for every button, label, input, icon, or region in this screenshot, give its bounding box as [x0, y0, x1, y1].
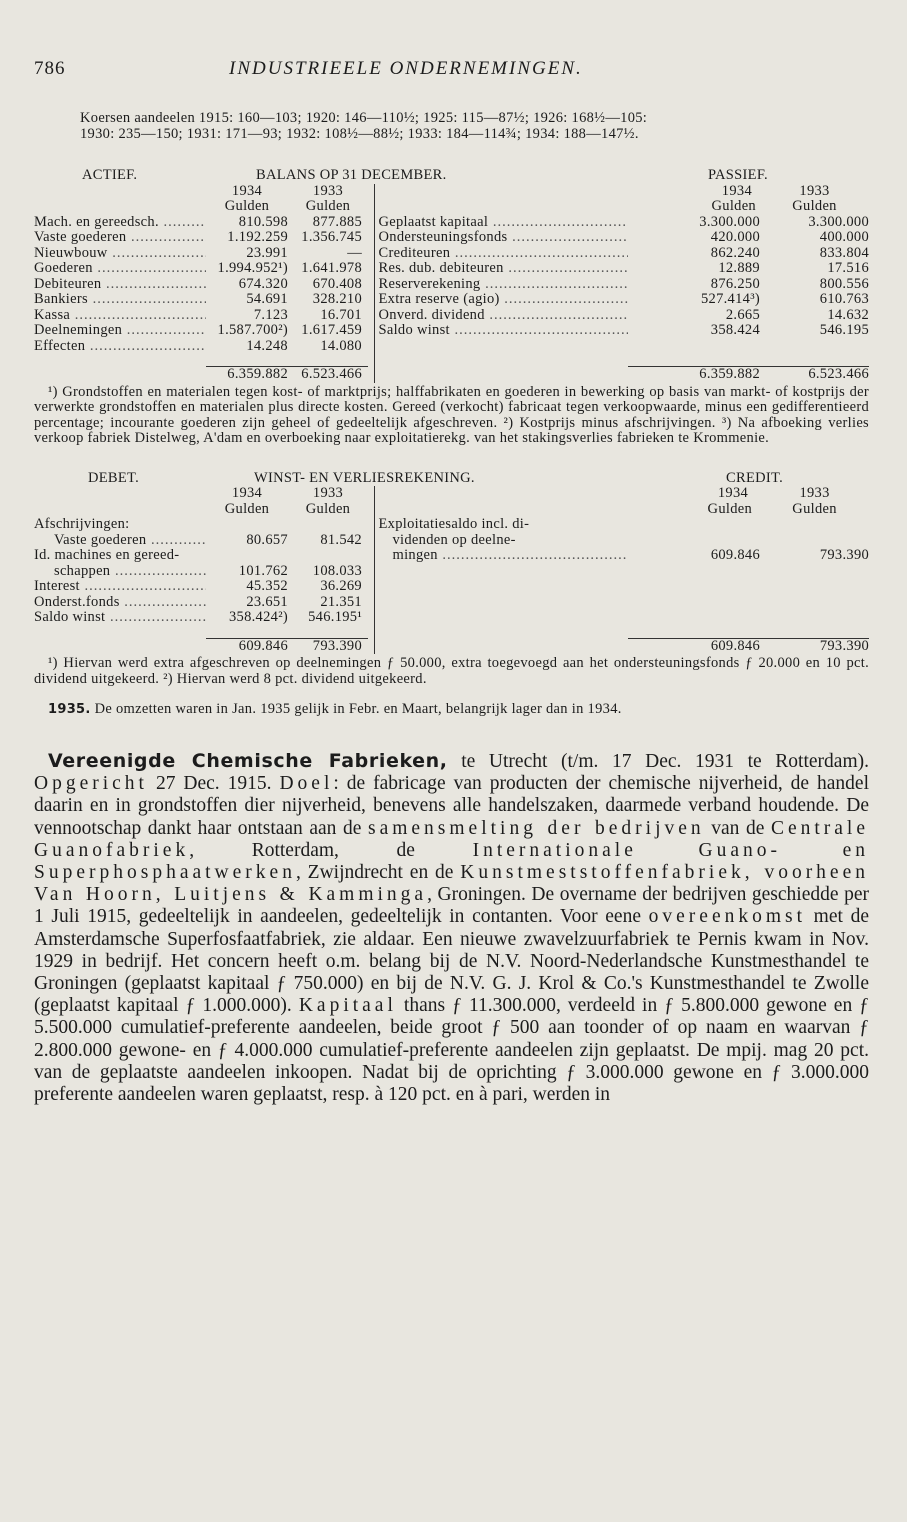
- actief-label: [34, 308, 206, 324]
- passief-label-text: Ondersteuningsfonds .....: [379, 230, 629, 245]
- unit-header: Gulden: [707, 500, 753, 517]
- body-text: thans ƒ 11.300.000, verdeeld in ƒ 5.800.000 gewone en ƒ 5.500.000 cumulatief-preferente aandeelen, beide groot ƒ 500 aan toonder of op naam en waarvan ƒ 2.800.000 gewone- en ƒ 4.000.000 cumulatief-preferente aandeelen zijn geplaatst. De mpij. mag 20 pct. van de geplaatste aandeelen inkoopen. Nadat bij de oprichting ƒ 3.000.000 gewone en ƒ 3.000.000 preferente aandeelen waren geplaatst, resp. à 120 pct. en à pari, werden in: [34, 995, 870, 1106]
- total-debet-1933: 793.390: [288, 638, 368, 654]
- unit-header: Gulden: [224, 500, 270, 517]
- spaced-term: Internationale Guano- en Superphosphaatwerken: [34, 839, 870, 884]
- passief-label-text: Onverd. dividend .....: [379, 308, 629, 323]
- actief-1933: 328.210: [312, 291, 362, 307]
- passief-heading: PASSIEF.: [708, 167, 768, 183]
- unit-header: Gulden: [305, 500, 351, 517]
- kapitaal-label: Kapitaal: [298, 995, 397, 1017]
- year-header: 1934: [231, 485, 263, 501]
- profit-loss-row: [34, 610, 869, 626]
- actief-1934: 7.123: [253, 306, 288, 323]
- actief-1934: 810.598: [238, 213, 288, 230]
- debet-1934: [206, 548, 288, 564]
- actief-label-text: Debiteuren .....: [34, 277, 206, 292]
- actief-label: [34, 246, 206, 262]
- spaced-term: samensmelting der bedrijven: [367, 817, 705, 839]
- credit-1934: 609.846: [710, 547, 761, 563]
- balance-row: [34, 230, 869, 246]
- actief-1933: —: [347, 244, 362, 261]
- total-actief-1933: 6.523.466: [288, 367, 368, 383]
- profit-loss-row: [34, 533, 869, 549]
- passief-1934: 2.665: [725, 306, 760, 323]
- actief-1933: 1.356.745: [301, 229, 362, 245]
- unit-header: Gulden: [224, 198, 270, 214]
- passief-1934: 3.300.000: [699, 213, 760, 230]
- profit-loss-row: [34, 564, 869, 580]
- debet-1933: 81.542: [320, 531, 362, 548]
- year-1935-paragraph: [34, 701, 869, 718]
- actief-label: [34, 230, 206, 246]
- year-header: 1933: [312, 485, 344, 501]
- share-prices-line: 1930: 235—150; 1931: 171—93; 1932: 108½—88½; 1933: 184—114¾; 1934: 188—147½.: [80, 126, 639, 142]
- passief-1934: 862.240: [710, 244, 760, 261]
- balance-footnotes: [34, 385, 869, 447]
- passief-label: [374, 323, 628, 339]
- credit-label-text: mingen .....: [393, 548, 629, 563]
- total-credit-1933: 793.390: [760, 638, 869, 654]
- debet-1933: 21.351: [320, 593, 362, 610]
- opgericht-label: Opgericht: [34, 773, 148, 795]
- actief-1933: 14.080: [320, 337, 362, 354]
- body-text: , Rotterdam, de: [189, 839, 473, 861]
- company-name: Vereenigde Chemische Fabrieken,: [48, 750, 448, 772]
- actief-1933: 1.617.459: [301, 322, 362, 338]
- passief-label-text: Res. dub. debiteuren .....: [379, 261, 629, 276]
- total-actief-1934: 6.359.882: [206, 367, 288, 383]
- actief-1934: 14.248: [246, 337, 288, 354]
- profit-loss-account: [34, 471, 869, 655]
- credit-label-text: Exploitatiesaldo incl. di-: [378, 517, 530, 532]
- spaced-term: Kunstmeststoffenfabriek, voorheen Van Hoorn, Luitjens & Kamminga: [34, 862, 869, 906]
- total-credit-1934: 609.846: [628, 638, 760, 654]
- passief-label-text: Extra reserve (agio) .....: [379, 292, 629, 307]
- debet-1933: 108.033: [312, 562, 362, 579]
- actief-label-text: Vaste goederen .....: [34, 230, 206, 245]
- debet-1933: [288, 517, 368, 533]
- body-text: van de: [704, 817, 771, 839]
- year-header: 1933: [799, 485, 830, 501]
- running-header: [34, 58, 869, 86]
- debet-label: [34, 610, 206, 626]
- debet-1934: 80.657: [246, 531, 288, 548]
- body-text: : de fabricage van producten der chemische nijverheid, de handel daarin en in grondstoffen dier nijverheid, benevens alle handelszaken, daarmede verband houdende. De vennootschap dankt haar ontstaan aan de: [34, 773, 869, 839]
- passief-label: [374, 261, 628, 277]
- passief-label-text: Reserverekening .....: [379, 277, 629, 292]
- debet-1934: 358.424²): [228, 609, 288, 625]
- spaced-term: overeenkomst: [648, 906, 807, 928]
- debet-label-text: Vaste goederen .....: [54, 533, 206, 548]
- body-text: te Utrecht (t/m. 17 Dec. 1931 te Rotterdam).: [447, 751, 869, 772]
- company-paragraph: [34, 750, 869, 1106]
- balance-row: [34, 339, 869, 355]
- actief-1933: 16.701: [320, 306, 362, 323]
- actief-label-text: Mach. en gereedsch. .....: [34, 215, 206, 230]
- debet-label: [34, 517, 206, 533]
- passief-label-text: Saldo winst .....: [379, 323, 629, 338]
- actief-1934: 1.994.952¹): [217, 260, 288, 276]
- year-label: 1935.: [48, 702, 91, 717]
- company-entry: [34, 750, 869, 1106]
- passief-1933: 800.556: [819, 275, 870, 292]
- actief-1933: 877.885: [312, 213, 362, 230]
- balance-title: BALANS OP 31 DECEMBER.: [256, 167, 447, 183]
- actief-heading: ACTIEF.: [82, 167, 138, 183]
- passief-1934: 358.424: [710, 322, 760, 338]
- unit-header: Gulden: [305, 198, 351, 214]
- passief-1934: 420.000: [710, 229, 760, 245]
- credit-label: [374, 548, 628, 564]
- actief-label-text: Bankiers .....: [34, 292, 206, 307]
- credit-1933: 793.390: [819, 547, 870, 563]
- body-text: , Groningen. De overname der bedrijven geschiedde per 1 Juli 1915, gedeeltelijk in aandeelen, gedeeltelijk in contanten. Voor eene: [34, 884, 870, 928]
- actief-1934: 23.991: [246, 244, 288, 261]
- actief-1934: 1.192.259: [227, 229, 288, 245]
- debet-label-text: Interest .....: [34, 579, 206, 594]
- share-prices-line: Koersen aandeelen 1915: 160—103; 1920: 146—110½; 1925: 115—87½; 1926: 168½—105:: [80, 110, 648, 126]
- balance-row: [34, 215, 869, 231]
- debet-1934: 101.762: [238, 562, 288, 579]
- debet-label: [34, 579, 206, 595]
- debet-1933: [288, 548, 368, 564]
- credit-1934: [628, 533, 760, 549]
- year-header: 1934: [717, 485, 749, 501]
- credit-heading: CREDIT.: [726, 469, 784, 486]
- body-text: 27 Dec. 1915.: [147, 773, 280, 795]
- year-header: 1933: [799, 182, 830, 199]
- passief-1933: 14.632: [827, 306, 870, 323]
- actief-label-text: Kassa .....: [34, 308, 206, 323]
- profit-loss-row: [34, 595, 869, 611]
- passief-1934: 527.414³): [700, 291, 760, 307]
- actief-label: [34, 277, 206, 293]
- profit-loss-footnotes: [34, 656, 869, 687]
- debet-label-text: Afschrijvingen:: [34, 517, 130, 532]
- actief-label-text: Goederen .....: [34, 261, 206, 276]
- profit-loss-row: [34, 548, 869, 564]
- doel-label: Doel: [279, 773, 334, 795]
- credit-label: [374, 517, 628, 533]
- running-title: INDUSTRIEELE ONDERNEMINGEN.: [229, 58, 583, 79]
- actief-label: [34, 261, 206, 277]
- passief-label: [374, 215, 628, 231]
- passief-label-text: Geplaatst kapitaal .....: [379, 215, 629, 230]
- balance-row: [34, 246, 869, 262]
- actief-1933: 1.641.978: [301, 260, 362, 276]
- passief-label-text: Crediteuren .....: [379, 246, 629, 261]
- balance-row: [34, 277, 869, 293]
- debet-1933: 36.269: [320, 578, 362, 594]
- actief-label: [34, 292, 206, 308]
- debet-heading: DEBET.: [88, 469, 140, 486]
- year-header: 1933: [312, 182, 344, 199]
- credit-label: [374, 533, 628, 549]
- actief-label: [34, 339, 206, 355]
- passief-1933: 17.516: [827, 260, 870, 276]
- share-prices: [80, 110, 880, 142]
- credit-1934: [628, 517, 760, 533]
- passief-1934: 12.889: [718, 260, 760, 276]
- footnote-text: ¹) Grondstoffen en materialen tegen kost- of marktprijs; halffabrikaten en goederen in bewerking op basis van markt- of kostprijs der verwerkte grondstoffen en materialen plus directe kosten. Gereed (verkocht) fabricaat tegen verkoopwaarde, minus een gedifferentieerd percentage; incourante goederen zijn geheel of gedeeltelijk afgeschreven. ²) Kostprijs minus afschrijvingen. ³) Na afboeking verlies verkoop fabriek Distelweg, A'dam en overboeking naar exploitatierekg. van het stakingsverlies fabrieken te Krommenie.: [34, 383, 869, 446]
- debet-1934: [206, 517, 288, 533]
- passief-1933: 610.763: [819, 291, 870, 307]
- spaced-term: Centrale Guanofabriek: [34, 817, 869, 861]
- actief-1934: 1.587.700²): [217, 322, 288, 338]
- credit-label-text: videnden op deelne-: [392, 532, 516, 548]
- passief-label: [374, 292, 628, 308]
- profit-loss-title: WINST- EN VERLIESREKENING.: [254, 469, 475, 486]
- passief-label: [374, 277, 628, 293]
- actief-1934: 674.320: [238, 275, 288, 292]
- profit-loss-row: [34, 579, 869, 595]
- debet-1934: 23.651: [246, 593, 288, 610]
- page-number: 786: [34, 58, 66, 79]
- balance-row: [34, 261, 869, 277]
- debet-label: [34, 533, 206, 549]
- debet-label: [34, 564, 206, 580]
- footnote-text: ¹) Hiervan werd extra afgeschreven op deelnemingen ƒ 50.000, extra toegevoegd aan het ondersteuningsfonds ƒ 20.000 en 10 pct. dividend uitgekeerd. ²) Hiervan werd 8 pct. dividend uitgekeerd.: [34, 655, 869, 687]
- debet-label-text: Id. machines en gereed-: [34, 548, 180, 563]
- debet-1933: 546.195¹: [308, 609, 362, 625]
- passief-label: [374, 230, 628, 246]
- body-text: met de Amsterdamsche Superfosfaatfabriek, zie aldaar. Een nieuwe zwavelzuurfabriek te Pernis kwam in Nov. 1929 in bedrijf. Het concern heeft o.m. belang bij de N.V. Noord-Nederlandsche Kunstmesthandel te Groningen (geplaatst kapitaal ƒ 750.000) en bij de N.V. G. J. Krol & Co.'s Kunstmesthandel te Zwolle (geplaatst kapitaal ƒ 1.000.000).: [34, 906, 869, 1017]
- passief-label: [374, 246, 628, 262]
- actief-1934: 54.691: [246, 291, 288, 307]
- passief-1933: 546.195: [819, 322, 870, 338]
- actief-label-text: Deelnemingen .....: [34, 323, 206, 338]
- passief-1933: 3.300.000: [808, 213, 870, 230]
- balance-sheet: [34, 168, 869, 383]
- unit-header: Gulden: [792, 198, 837, 214]
- year-header: 1934: [231, 182, 263, 199]
- body-text: , Zwijndrecht en de: [295, 862, 461, 884]
- debet-label: [34, 595, 206, 611]
- debet-label-text: Onderst.fonds .....: [34, 595, 206, 610]
- total-passief-1933: 6.523.466: [760, 367, 869, 383]
- total-debet-1934: 609.846: [206, 638, 288, 654]
- profit-loss-row: [34, 517, 869, 533]
- passief-1933: 400.000: [819, 229, 870, 245]
- actief-label-text: Nieuwbouw .....: [34, 246, 206, 261]
- actief-label-text: Effecten .....: [34, 339, 206, 354]
- year-header: 1934: [721, 182, 752, 199]
- credit-1933: [760, 533, 869, 549]
- balance-row: [34, 292, 869, 308]
- balance-row: [34, 308, 869, 324]
- total-passief-1934: 6.359.882: [628, 367, 760, 383]
- debet-label: [34, 548, 206, 564]
- debet-label-text: Saldo winst .....: [34, 610, 206, 625]
- year-text: De omzetten waren in Jan. 1935 gelijk in Febr. en Maart, belangrijk lager dan in 1934.: [94, 701, 622, 717]
- balance-row: [34, 323, 869, 339]
- actief-label: [34, 215, 206, 231]
- debet-1934: 45.352: [246, 578, 288, 594]
- passief-1934: 876.250: [710, 275, 760, 292]
- unit-header: Gulden: [711, 198, 756, 214]
- credit-1933: [760, 517, 869, 533]
- passief-1933: 833.804: [819, 244, 870, 261]
- actief-label: [34, 323, 206, 339]
- actief-1933: 670.408: [312, 275, 362, 292]
- passief-label: [374, 308, 628, 324]
- debet-label-text: schappen .....: [54, 564, 206, 579]
- unit-header: Gulden: [792, 500, 837, 517]
